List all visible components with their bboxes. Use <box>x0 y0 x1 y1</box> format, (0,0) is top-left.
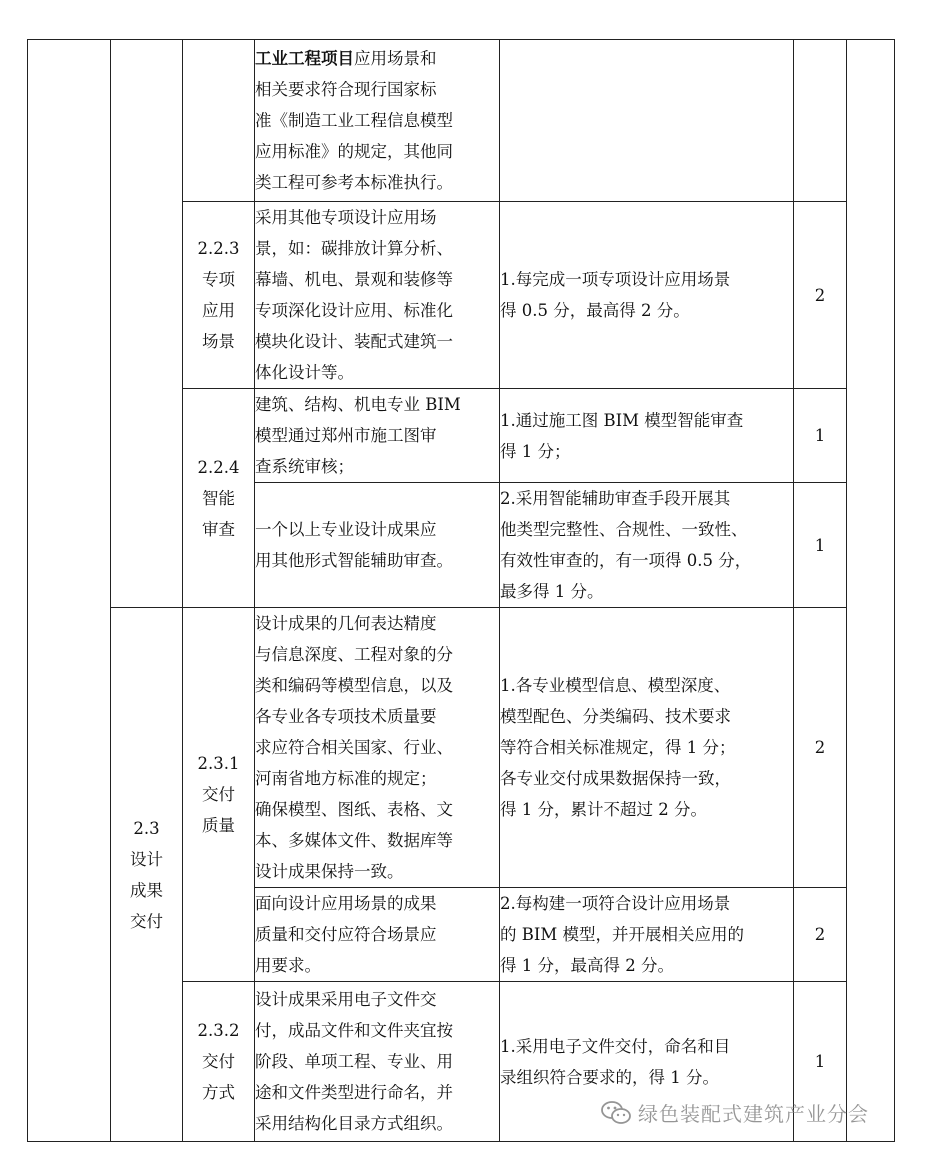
score-cell: 2 <box>794 888 847 982</box>
watermark-text: 绿色装配式建筑产业分会 <box>638 1102 869 1126</box>
criteria-cell: 1.采用电子文件交付，命名和目 录组织符合要求的，得 1 分。 <box>500 982 794 1142</box>
subsection-2-3-1: 2.3.1 交付 质量 <box>183 608 255 982</box>
requirement-cell: 面向设计应用场景的成果 质量和交付应符合场景应 用要求。 <box>255 888 500 982</box>
requirement-bold-text: 工业工程项目 <box>255 49 354 68</box>
requirement-cell: 建筑、结构、机电专业 BIM 模型通过郑州市施工图审 查系统审核； <box>255 389 500 483</box>
watermark <box>600 1098 869 1127</box>
requirement-text: 应用场景和 相关要求符合现行国家标 准《制造工业工程信息模型 应用标准》的规定，其他同 类工程可参考本标准执行。 <box>255 49 453 192</box>
section-cell-2-2 <box>111 40 183 608</box>
wechat-icon <box>600 1099 632 1127</box>
requirement-cell: 设计成果的几何表达精度 与信息深度、工程对象的分 类和编码等模型信息，以及 各专业各专项技术质量要 求应符合相关国家、行业、 河南省地方标准的规定； 确保模型、图纸、表格、文 本、多媒体文件、数据库等 设计成果保持一致。 <box>255 608 500 888</box>
category-cell <box>28 40 111 1142</box>
subsection-2-2-4: 2.2.4 智能 审查 <box>183 389 255 608</box>
score-cell: 1 <box>794 982 847 1142</box>
criteria-cell <box>500 40 794 202</box>
requirement-cell: 一个以上专业设计成果应 用其他形式智能辅助审查。 <box>255 483 500 608</box>
requirement-cell: 采用其他专项设计应用场 景，如：碳排放计算分析、 幕墙、机电、景观和装修等 专项深化设计应用、标准化 模块化设计、装配式建筑一 体化设计等。 <box>255 202 500 389</box>
remark-cell <box>847 40 895 1142</box>
requirement-cell: 设计成果采用电子文件交 付，成品文件和文件夹宜按 阶段、单项工程、专业、用 途和文件类型进行命名，并 采用结构化目录方式组织。 <box>255 982 500 1142</box>
subsection-2-3-2: 2.3.2 交付 方式 <box>183 982 255 1142</box>
score-cell: 1 <box>794 389 847 483</box>
score-cell: 2 <box>794 202 847 389</box>
score-cell: 1 <box>794 483 847 608</box>
score-cell <box>794 40 847 202</box>
subsection-2-2-3: 2.2.3 专项 应用 场景 <box>183 202 255 389</box>
criteria-cell: 2.每构建一项符合设计应用场景 的 BIM 模型，并开展相关应用的 得 1 分，最高得 2 分。 <box>500 888 794 982</box>
requirement-cell <box>255 40 500 202</box>
scoring-table <box>27 39 895 1142</box>
subsection-cell <box>183 40 255 202</box>
table-row <box>28 608 895 888</box>
criteria-cell: 2.采用智能辅助审查手段开展其 他类型完整性、合规性、一致性、 有效性审查的，有一项得 0.5 分， 最多得 1 分。 <box>500 483 794 608</box>
criteria-cell: 1.通过施工图 BIM 模型智能审查 得 1 分； <box>500 389 794 483</box>
criteria-cell: 1.每完成一项专项设计应用场景 得 0.5 分，最高得 2 分。 <box>500 202 794 389</box>
table-row <box>28 40 895 202</box>
criteria-cell: 1.各专业模型信息、模型深度、 模型配色、分类编码、技术要求 等符合相关标准规定，得 1 分； 各专业交付成果数据保持一致， 得 1 分，累计不超过 2 分。 <box>500 608 794 888</box>
section-2-3: 2.3 设计 成果 交付 <box>111 608 183 1142</box>
score-cell: 2 <box>794 608 847 888</box>
